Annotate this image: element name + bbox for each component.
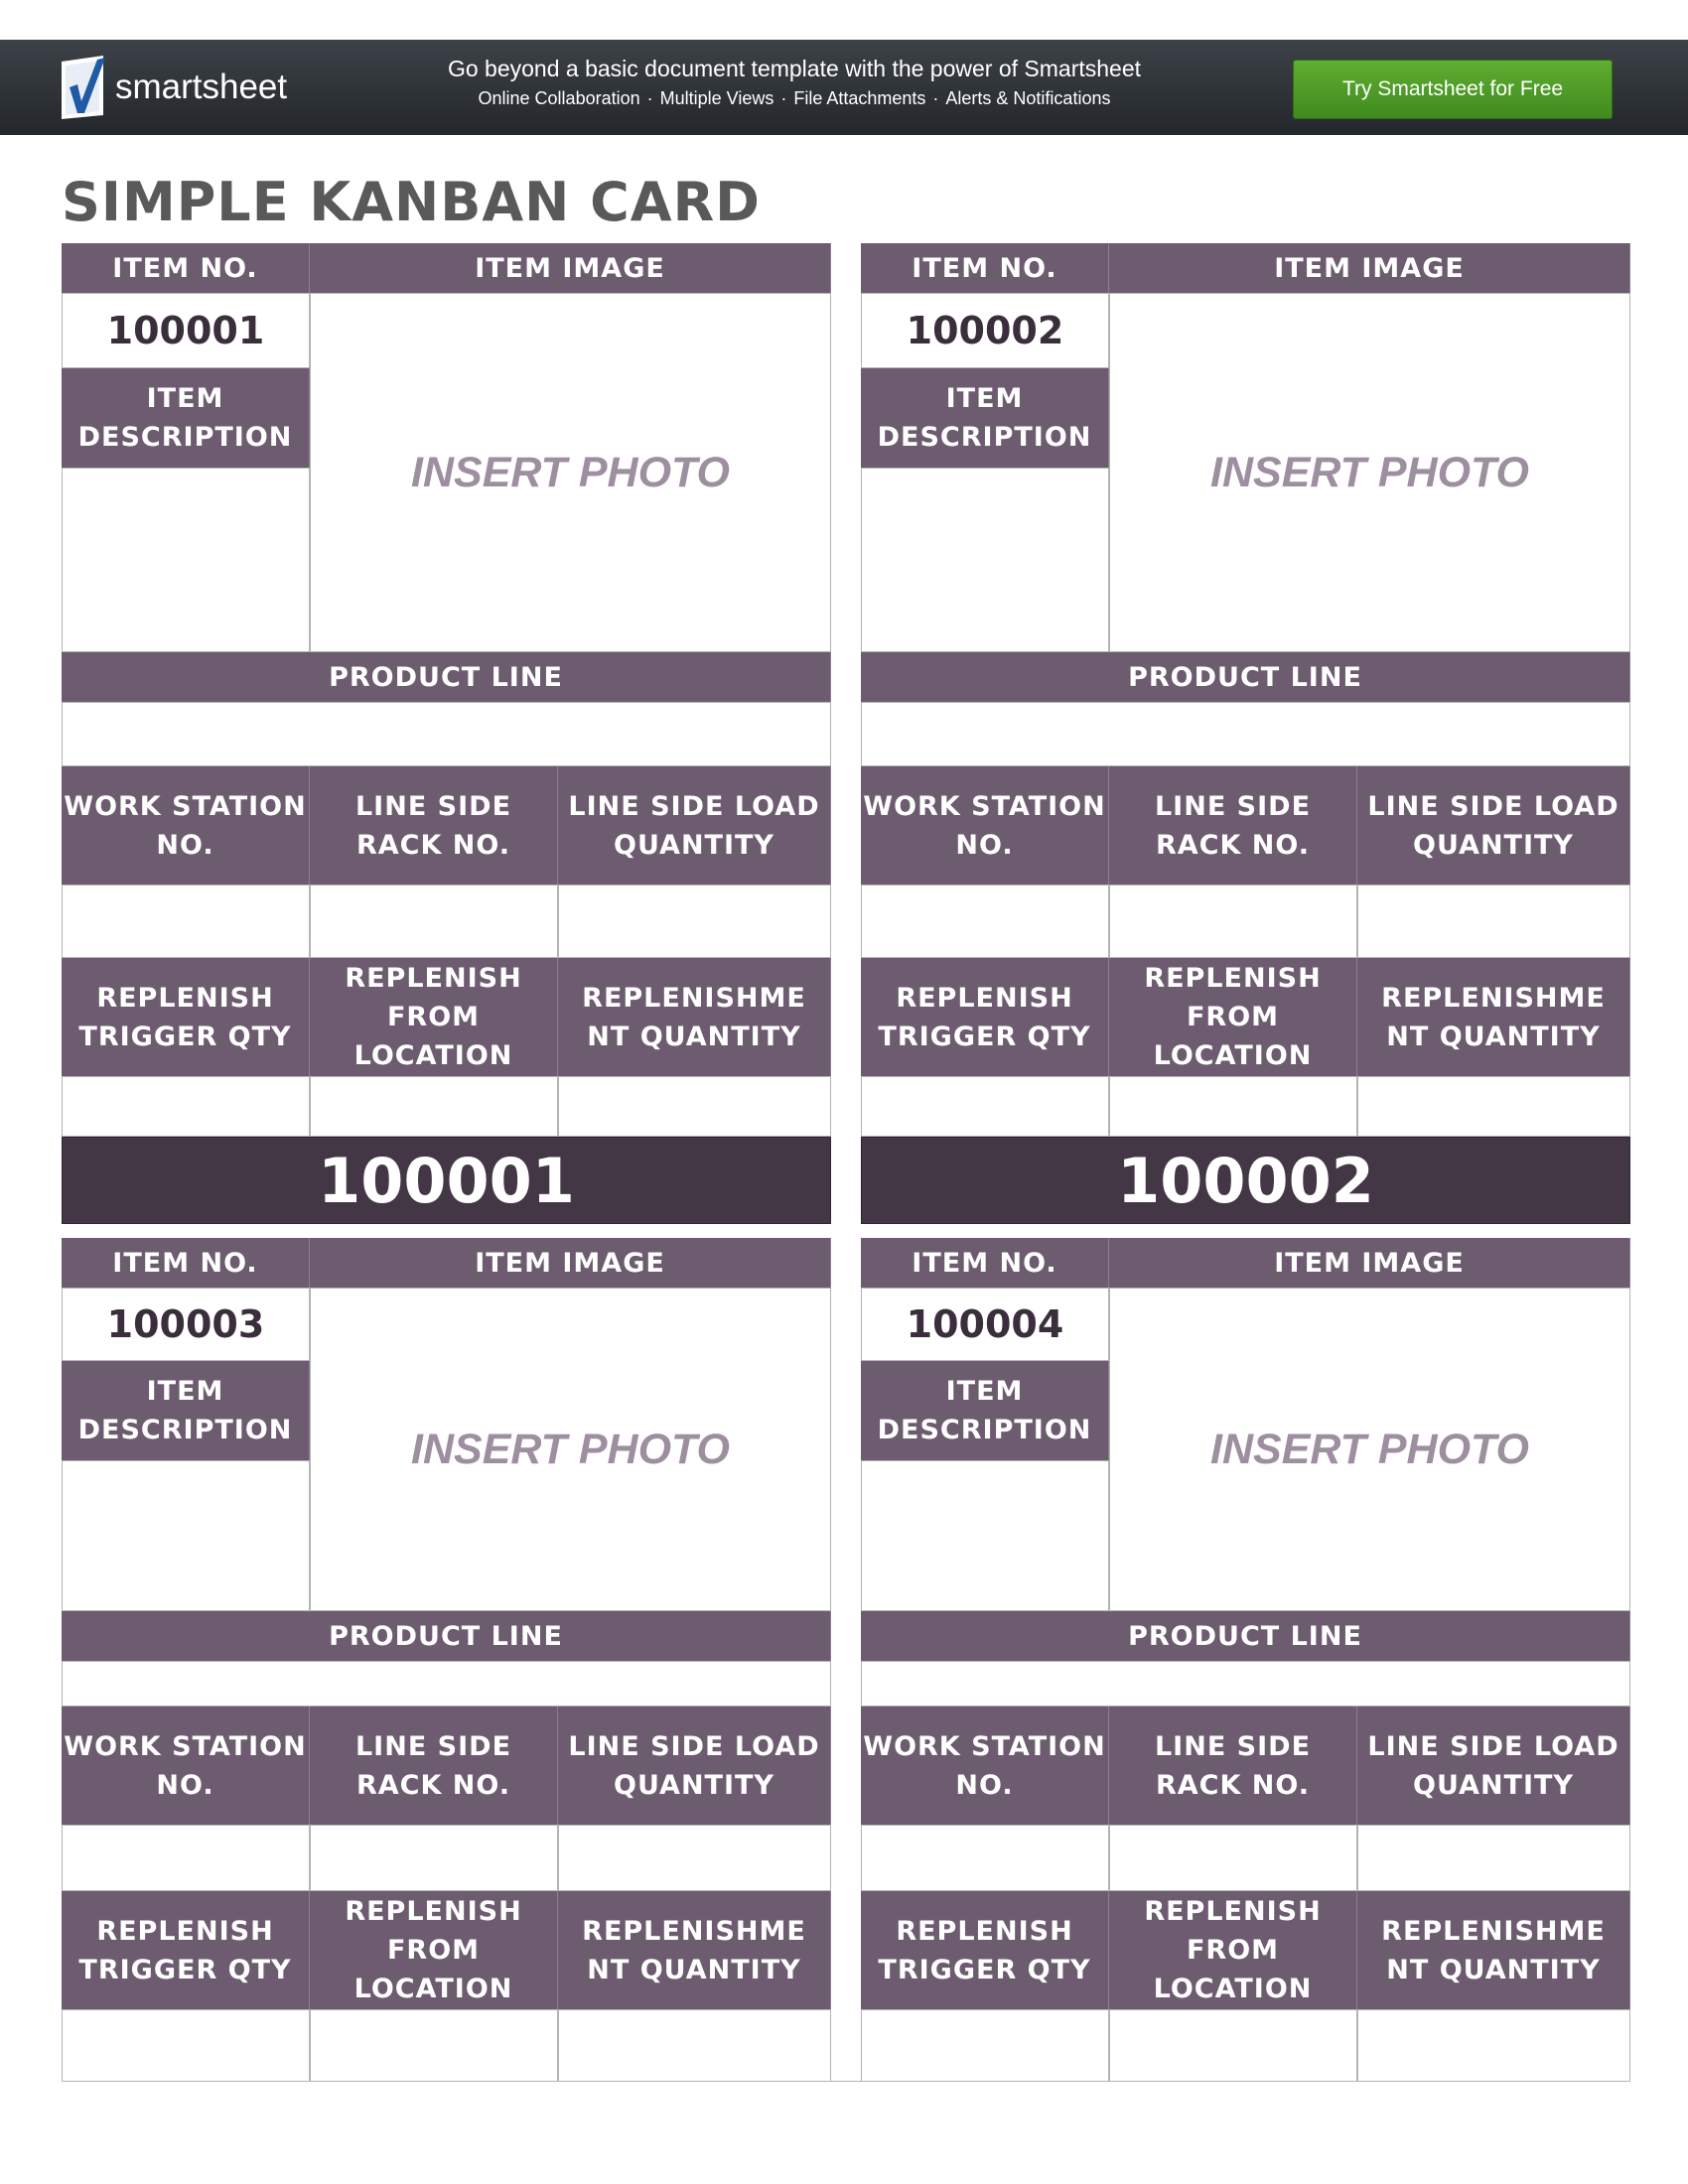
replenish-trigger-qty-header-text: REPLENISH TRIGGER QTY (878, 982, 1091, 1052)
kanban-card (861, 1238, 1630, 2082)
line-side-load-quantity-header-text: LINE SIDE LOAD QUANTITY (1367, 1730, 1619, 1801)
line-side-rack-no-header (1109, 766, 1357, 885)
line-side-load-quantity-header-text: LINE SIDE LOAD QUANTITY (1367, 790, 1619, 861)
banner-features (397, 88, 1192, 109)
item-no-header (861, 1238, 1109, 1288)
work-station-no-header (62, 1706, 310, 1825)
item-no-value[interactable] (62, 293, 310, 368)
product-line-header (861, 1611, 1630, 1661)
item-photo-placeholder-text: INSERT PHOTO (1210, 1425, 1529, 1473)
work-station-no-header-text: WORK STATION NO. (64, 1730, 307, 1801)
replenish-trigger-qty-header (861, 1891, 1109, 2009)
item-no-value[interactable] (861, 1288, 1109, 1361)
feature-multiple-views: Multiple Views (659, 88, 774, 108)
replenish-from-location-field[interactable] (1109, 2009, 1357, 2082)
line-side-load-quantity-header-text: LINE SIDE LOAD QUANTITY (568, 1730, 820, 1801)
replenish-trigger-qty-header-text: REPLENISH TRIGGER QTY (78, 982, 292, 1052)
replenish-trigger-qty-field[interactable] (861, 1076, 1109, 1137)
item-description-header (861, 1361, 1109, 1460)
work-station-no-field[interactable] (62, 1825, 310, 1891)
work-station-no-header (62, 766, 310, 885)
item-photo-placeholder-text: INSERT PHOTO (411, 1425, 730, 1473)
item-image-header (310, 1238, 831, 1288)
feature-online-collaboration: Online Collaboration (478, 88, 640, 108)
replenishment-quantity-field[interactable] (1357, 1076, 1630, 1137)
replenishment-quantity-header-text: REPLENISHME NT QUANTITY (582, 982, 806, 1052)
feature-separator: · (646, 88, 653, 108)
replenishment-quantity-field[interactable] (558, 2009, 831, 2082)
item-photo-placeholder[interactable] (1109, 293, 1630, 652)
item-description-field[interactable] (861, 468, 1109, 652)
replenish-trigger-qty-header (62, 1891, 310, 2009)
replenishment-quantity-header (558, 1891, 831, 2009)
work-station-no-header-text: WORK STATION NO. (863, 790, 1106, 861)
product-line-header-text: PRODUCT LINE (1128, 1620, 1362, 1652)
feature-alerts-notifications: Alerts & Notifications (945, 88, 1111, 108)
logo-text: smartsheet (115, 68, 288, 106)
product-line-field[interactable] (62, 702, 831, 766)
item-image-header (310, 243, 831, 293)
item-photo-placeholder[interactable] (1109, 1288, 1630, 1611)
item-image-header (1109, 243, 1630, 293)
product-line-header (861, 652, 1630, 702)
item-description-header-text: ITEM DESCRIPTION (77, 383, 293, 453)
replenish-from-location-field[interactable] (310, 2009, 558, 2082)
item-photo-placeholder-text: INSERT PHOTO (1210, 448, 1529, 496)
banner-headline: Go beyond a basic document template with the power of Smartsheet (447, 56, 1142, 81)
replenish-from-location-header (310, 958, 558, 1076)
item-no-header-text: ITEM NO. (912, 252, 1057, 284)
product-line-header (62, 1611, 831, 1661)
item-no-header (62, 1238, 310, 1288)
kanban-card-grid (861, 1238, 1630, 2082)
product-line-header (62, 652, 831, 702)
card-id-band-text: 100002 (1117, 1144, 1374, 1217)
item-no-header (861, 243, 1109, 293)
kanban-card-grid (62, 243, 831, 1137)
work-station-no-field[interactable] (62, 885, 310, 958)
line-side-load-quantity-field[interactable] (558, 1825, 831, 1891)
kanban-card-grid (861, 243, 1630, 1137)
replenishment-quantity-field[interactable] (558, 1076, 831, 1137)
replenish-from-location-field[interactable] (1109, 1076, 1357, 1137)
replenish-trigger-qty-field[interactable] (62, 1076, 310, 1137)
card-id-band (861, 1137, 1630, 1224)
work-station-no-header (861, 1706, 1109, 1825)
replenishment-quantity-header-text: REPLENISHME NT QUANTITY (1381, 1915, 1606, 1985)
item-no-value-text: 100004 (906, 1302, 1064, 1346)
item-image-header-text: ITEM IMAGE (1274, 1247, 1465, 1279)
replenishment-quantity-header-text: REPLENISHME NT QUANTITY (582, 1915, 806, 1985)
line-side-rack-no-header (310, 1706, 558, 1825)
page-title: SIMPLE KANBAN CARD (62, 171, 761, 233)
feature-separator: · (780, 88, 787, 108)
smartsheet-check-logo-icon (60, 54, 107, 121)
smartsheet-logo[interactable] (60, 53, 287, 122)
promo-banner (0, 40, 1688, 135)
line-side-rack-no-header (1109, 1706, 1357, 1825)
line-side-rack-no-header-text: LINE SIDE RACK NO. (354, 1730, 512, 1801)
line-side-rack-no-header (310, 766, 558, 885)
work-station-no-field[interactable] (861, 885, 1109, 958)
item-description-header-text: ITEM DESCRIPTION (877, 383, 1092, 453)
product-line-header-text: PRODUCT LINE (329, 1620, 563, 1652)
item-image-header-text: ITEM IMAGE (1274, 252, 1465, 284)
banner-message (397, 56, 1192, 109)
replenish-from-location-header (310, 1891, 558, 2009)
item-image-header-text: ITEM IMAGE (475, 1247, 665, 1279)
item-photo-placeholder[interactable] (310, 1288, 831, 1611)
product-line-field[interactable] (861, 1661, 1630, 1706)
replenish-from-location-field[interactable] (310, 1076, 558, 1137)
replenish-trigger-qty-header-text: REPLENISH TRIGGER QTY (878, 1915, 1091, 1985)
item-no-header-text: ITEM NO. (912, 1247, 1057, 1279)
divider-line (829, 2081, 861, 2082)
item-no-header-text: ITEM NO. (112, 1247, 258, 1279)
line-side-load-quantity-header-text: LINE SIDE LOAD QUANTITY (568, 790, 820, 861)
work-station-no-field[interactable] (861, 1825, 1109, 1891)
line-side-load-quantity-header (558, 766, 831, 885)
line-side-rack-no-header-text: LINE SIDE RACK NO. (354, 790, 512, 861)
item-no-header (62, 243, 310, 293)
line-side-rack-no-field[interactable] (1109, 1825, 1357, 1891)
replenish-from-location-header-text: REPLENISH FROM LOCATION (345, 1896, 522, 2004)
replenish-from-location-header-text: REPLENISH FROM LOCATION (1144, 963, 1322, 1071)
line-side-rack-no-field[interactable] (1109, 885, 1357, 958)
item-photo-placeholder[interactable] (310, 293, 831, 652)
line-side-load-quantity-field[interactable] (1357, 885, 1630, 958)
replenish-from-location-header-text: REPLENISH FROM LOCATION (345, 963, 522, 1071)
work-station-no-header (861, 766, 1109, 885)
line-side-rack-no-header-text: LINE SIDE RACK NO. (1154, 1730, 1312, 1801)
product-line-field[interactable] (861, 702, 1630, 766)
product-line-header-text: PRODUCT LINE (329, 661, 563, 693)
item-no-value[interactable] (62, 1288, 310, 1361)
replenish-from-location-header (1109, 958, 1357, 1076)
replenish-trigger-qty-header (861, 958, 1109, 1076)
line-side-rack-no-field[interactable] (310, 885, 558, 958)
item-no-value-text: 100002 (906, 309, 1064, 352)
replenishment-quantity-header-text: REPLENISHME NT QUANTITY (1381, 982, 1606, 1052)
product-line-field[interactable] (62, 1661, 831, 1706)
feature-separator: · (932, 88, 939, 108)
line-side-load-quantity-field[interactable] (558, 885, 831, 958)
kanban-card (861, 243, 1630, 1137)
card-id-band-text: 100001 (318, 1144, 575, 1217)
line-side-load-quantity-header (1357, 1706, 1630, 1825)
line-side-rack-no-header-text: LINE SIDE RACK NO. (1154, 790, 1312, 861)
item-description-field[interactable] (62, 1460, 310, 1611)
item-no-value[interactable] (861, 293, 1109, 368)
line-side-load-quantity-field[interactable] (1357, 1825, 1630, 1891)
replenish-trigger-qty-header (62, 958, 310, 1076)
card-id-band (62, 1137, 831, 1224)
item-description-header-text: ITEM DESCRIPTION (877, 1376, 1092, 1445)
item-description-header (861, 368, 1109, 468)
kanban-card (62, 243, 831, 1137)
item-image-header-text: ITEM IMAGE (475, 252, 665, 284)
item-image-header (1109, 1238, 1630, 1288)
item-no-value-text: 100003 (106, 1302, 265, 1346)
replenish-trigger-qty-field[interactable] (62, 2009, 310, 2082)
item-description-header (62, 1361, 310, 1460)
feature-file-attachments: File Attachments (793, 88, 926, 108)
replenishment-quantity-header (558, 958, 831, 1076)
item-no-value-text: 100001 (106, 309, 265, 352)
kanban-card (62, 1238, 831, 2082)
product-line-header-text: PRODUCT LINE (1128, 661, 1362, 693)
item-description-header (62, 368, 310, 468)
replenishment-quantity-header (1357, 1891, 1630, 2009)
line-side-load-quantity-header (558, 1706, 831, 1825)
try-smartsheet-button[interactable]: Try Smartsheet for Free (1293, 60, 1613, 119)
item-description-field[interactable] (62, 468, 310, 652)
kanban-card-grid (62, 1238, 831, 2082)
work-station-no-header-text: WORK STATION NO. (863, 1730, 1106, 1801)
work-station-no-header-text: WORK STATION NO. (64, 790, 307, 861)
item-description-header-text: ITEM DESCRIPTION (77, 1376, 293, 1445)
replenish-trigger-qty-field[interactable] (861, 2009, 1109, 2082)
replenish-from-location-header-text: REPLENISH FROM LOCATION (1144, 1896, 1322, 2004)
line-side-load-quantity-header (1357, 766, 1630, 885)
item-description-field[interactable] (861, 1460, 1109, 1611)
replenish-trigger-qty-header-text: REPLENISH TRIGGER QTY (78, 1915, 292, 1985)
replenish-from-location-header (1109, 1891, 1357, 2009)
replenishment-quantity-header (1357, 958, 1630, 1076)
item-photo-placeholder-text: INSERT PHOTO (411, 448, 730, 496)
line-side-rack-no-field[interactable] (310, 1825, 558, 1891)
item-no-header-text: ITEM NO. (112, 252, 258, 284)
replenishment-quantity-field[interactable] (1357, 2009, 1630, 2082)
